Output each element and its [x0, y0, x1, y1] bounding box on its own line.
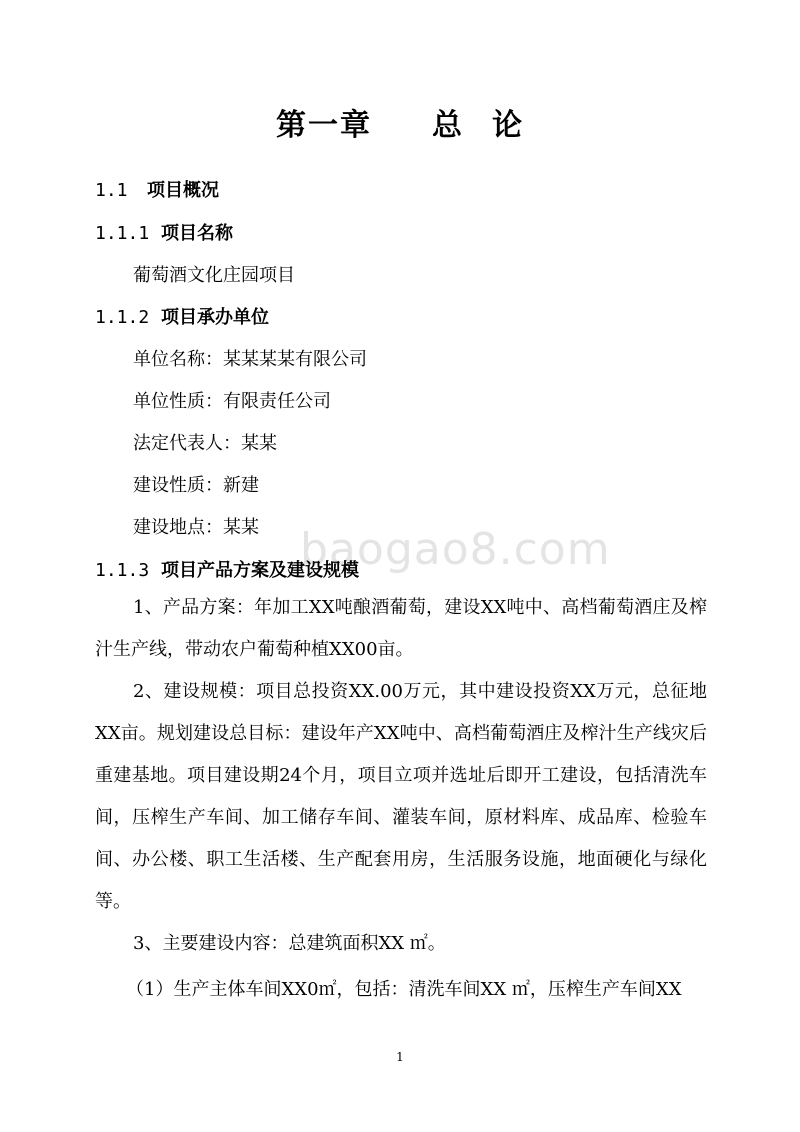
section-number: 1.1.1: [95, 223, 150, 244]
legal-representative-line: 法定代表人：某某: [133, 433, 277, 454]
page-number: 1: [396, 1050, 404, 1064]
section-number: 1.1.2: [95, 307, 150, 328]
section-title: 项目概况: [147, 180, 219, 201]
section-title: 项目承办单位: [161, 307, 269, 328]
unit-nature-line: 单位性质：有限责任公司: [133, 391, 331, 412]
section-title: 项目产品方案及建设规模: [161, 560, 359, 581]
section-title: 项目名称: [161, 223, 233, 244]
section-number: 1.1.3: [95, 560, 150, 581]
section-number: 1.1: [95, 180, 128, 201]
section-1-1-heading: [95, 176, 219, 202]
production-workshop-paragraph: （1）生产主体车间XX0㎡，包括：清洗车间XX ㎡，压榨生产车间XX: [126, 979, 682, 1000]
chapter-title-char-2: 论: [492, 108, 524, 143]
watermark: baogao8.com: [300, 524, 611, 575]
project-name-text: 葡萄酒文化庄园项目: [133, 265, 295, 286]
construction-location-line: 建设地点：某某: [133, 517, 259, 538]
construction-nature-line: 建设性质：新建: [133, 475, 259, 496]
chapter-number: 第一章: [276, 108, 372, 143]
unit-name-line: 单位名称：某某某某有限公司: [133, 349, 367, 370]
section-1-1-2-heading: [95, 303, 269, 329]
section-1-1-3-heading: [95, 556, 359, 582]
product-plan-paragraph: 1、产品方案：年加工XX吨酿酒葡萄，建设XX吨中、高档葡萄酒庄及榨汁生产线，带动农户葡萄种植XX00亩。: [95, 597, 707, 660]
main-construction-paragraph: 3、主要建设内容：总建筑面积XX ㎡。: [133, 933, 446, 954]
construction-scale-paragraph: 2、建设规模：项目总投资XX.00万元，其中建设投资XX万元，总征地XX亩。规划建设总目标：建设年产XX吨中、高档葡萄酒庄及榨汁生产线灾后重建基地。项目建设期24个月，项目立项并选址后即开工建设，包括清洗车间，压榨生产车间、加工储存车间、灌装车间，原材料库、成品库、检验车间、办公楼、职工生活楼、生产配套用房，生活服务设施，地面硬化与绿化等。: [95, 681, 707, 912]
section-1-1-1-heading: [95, 219, 233, 245]
chapter-title: [0, 100, 800, 144]
chapter-title-char-1: 总: [432, 108, 464, 143]
